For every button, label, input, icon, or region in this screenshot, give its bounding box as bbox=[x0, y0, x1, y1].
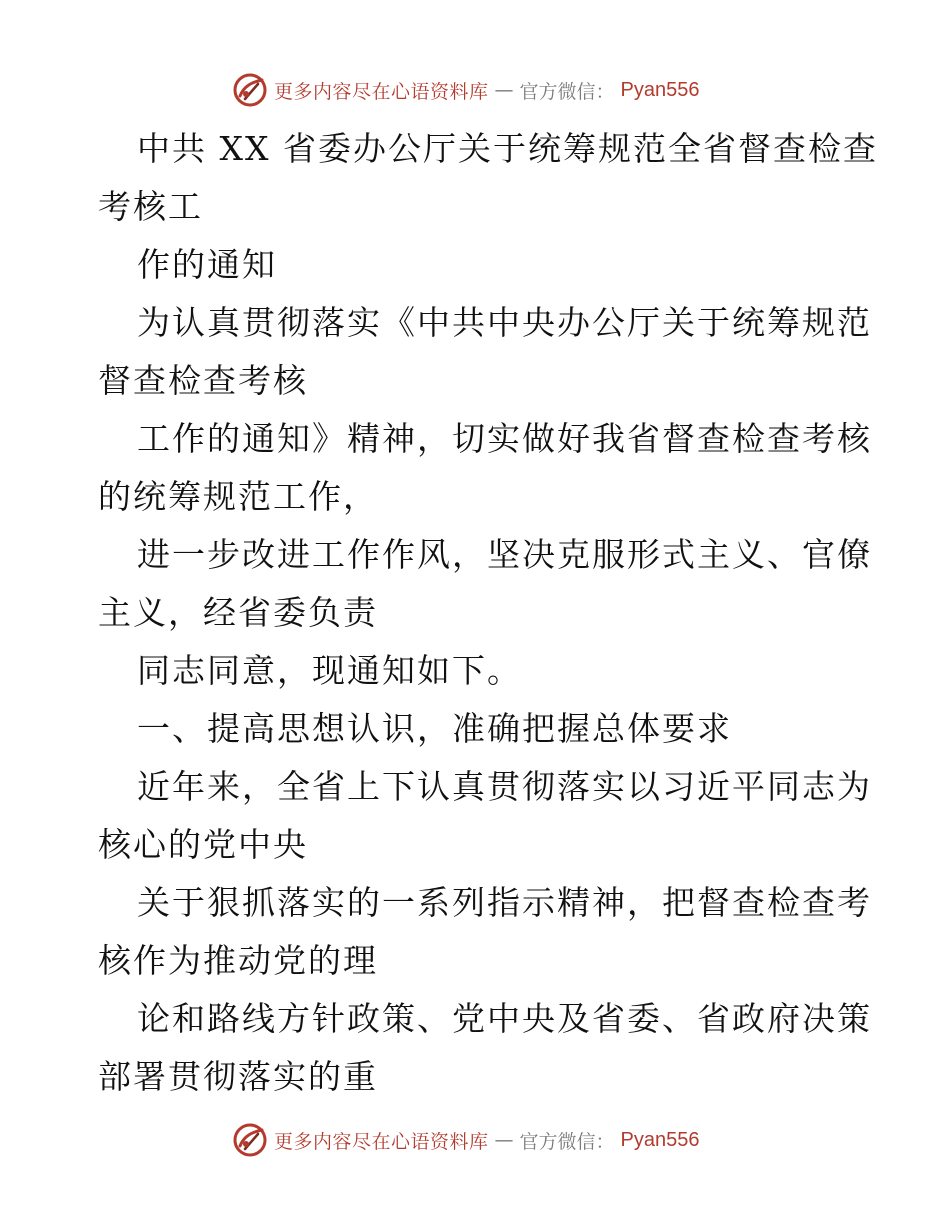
text-line: 督查检查考核 bbox=[98, 361, 308, 400]
wechat-label: 官方微信： bbox=[519, 80, 615, 103]
pen-logo-icon bbox=[232, 1122, 268, 1158]
text-line: 部署贯彻落实的重 bbox=[98, 1057, 378, 1096]
text-line: 为认真贯彻落实《中共中央办公厅关于统筹规范 bbox=[137, 303, 872, 342]
wechat-id: Pyan556 bbox=[620, 1128, 700, 1151]
wechat-id: Pyan556 bbox=[620, 78, 700, 101]
watermark-text: 更多内容尽在心语资料库 bbox=[274, 80, 489, 103]
text-line: 一、提高思想认识，准确把握总体要求 bbox=[137, 709, 732, 748]
text-line: 核作为推动党的理 bbox=[98, 941, 378, 980]
footer-watermark bbox=[232, 1120, 700, 1160]
text-line: 近年来，全省上下认真贯彻落实以习近平同志为 bbox=[137, 767, 872, 806]
header-watermark bbox=[232, 70, 700, 110]
text-line: 论和路线方针政策、党中央及省委、省政府决策 bbox=[137, 999, 872, 1038]
text-line: 的统筹规范工作， bbox=[98, 477, 378, 516]
pen-logo-icon bbox=[232, 72, 268, 108]
document-body bbox=[98, 120, 878, 1106]
text-line: 同志同意，现通知如下。 bbox=[137, 651, 522, 690]
watermark-text: 更多内容尽在心语资料库 bbox=[274, 1130, 489, 1153]
wechat-label: 官方微信： bbox=[519, 1130, 615, 1153]
text-line: 关于狠抓落实的一系列指示精神，把督查检查考 bbox=[137, 883, 872, 922]
text-line: 进一步改进工作作风，坚决克服形式主义、官僚 bbox=[137, 535, 872, 574]
watermark-separator: — bbox=[494, 1129, 514, 1151]
text-line: 工作的通知》精神，切实做好我省督查检查考核 bbox=[137, 419, 872, 458]
text-line: 主义，经省委负责 bbox=[98, 593, 378, 632]
text-line: 核心的党中央 bbox=[98, 825, 308, 864]
text-line: 中共 XX 省委办公厅关于统筹规范全省督查检查 bbox=[137, 129, 878, 168]
text-line: 作的通知 bbox=[137, 245, 277, 284]
text-line: 考核工 bbox=[98, 187, 203, 226]
watermark-separator: — bbox=[494, 79, 514, 101]
